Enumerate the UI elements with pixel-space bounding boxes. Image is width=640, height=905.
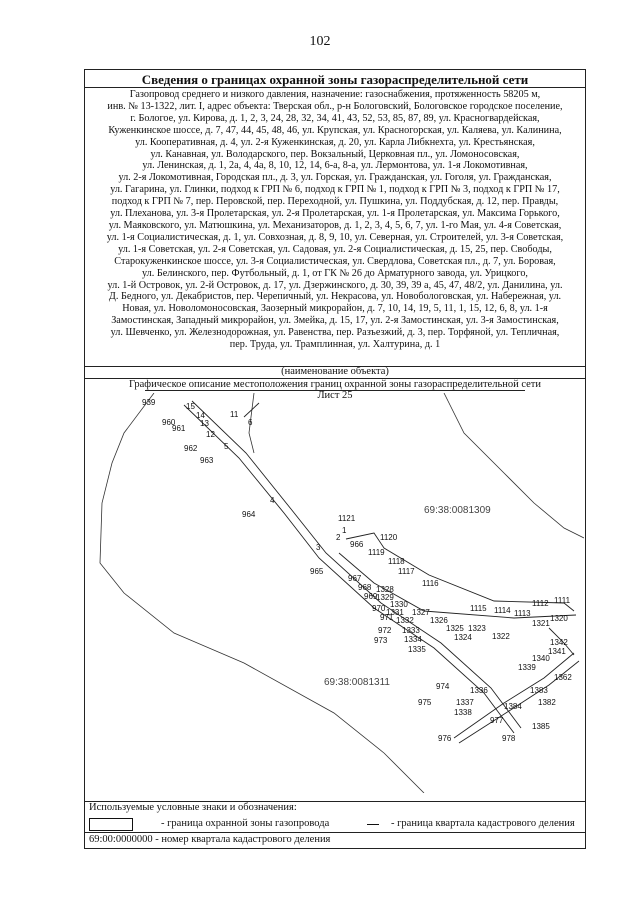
point-label: 13 xyxy=(200,419,209,428)
point-label: 961 xyxy=(172,424,186,433)
object-description xyxy=(89,89,581,351)
point-label: 964 xyxy=(242,510,256,519)
description-line: Д. Бедного, ул. Декабристов, пер. Черепичный, ул. Некрасова, ул. Новобологовская, ул. Набережная, ул. xyxy=(108,291,562,303)
point-label: 1324 xyxy=(454,633,472,642)
point-label: 963 xyxy=(200,456,214,465)
point-label: 969 xyxy=(364,592,378,601)
point-label: 1325 xyxy=(446,624,464,633)
point-label: 1330 xyxy=(390,600,408,609)
legend-quarter-text: - граница квартала кадастрового деления xyxy=(391,818,575,829)
point-label: 970 xyxy=(372,604,386,613)
point-label: 1120 xyxy=(380,533,398,542)
description-line: ул. Маяковского, ул. Матюшкина, ул. Механизаторов, д. 1, 2, 3, 4, 5, 6, 7, ул. 1-го Мая, ул. 4-я Советская, xyxy=(108,219,562,231)
description-line: подход к ГРП № 7, пер. Перовской, пер. Переходной, ул. Пушкина, ул. Поддубская, д. 12, пер. Правды, xyxy=(111,196,559,208)
point-label: 1335 xyxy=(408,645,426,654)
cadastral-quarter-label: 69:38:0081309 xyxy=(424,505,491,516)
cadastral-quarter-label: 69:38:0081311 xyxy=(324,677,390,688)
description-line: пер. Труда, ул. Трамплинная, ул. Халтурина, д. 1 xyxy=(229,339,441,351)
divider xyxy=(85,832,585,833)
point-label: 1113 xyxy=(514,609,531,618)
point-label: 1326 xyxy=(430,616,448,625)
description-line: ул. 1-й Островок, ул. 2-й Островок, д. 17, ул. Дзержинского, д. 30, 39, 39 а, 45, 47, 48/2, ул. Данилина, ул. xyxy=(107,279,563,291)
description-line: ул. Белинского, пер. Футбольный, д. 1, от ГК № 26 до Арматурного завода, ул. Урицкого, xyxy=(142,267,528,279)
point-label: 976 xyxy=(438,734,452,743)
cadastral-map xyxy=(84,393,584,793)
description-line: ул. Гагарина, ул. Глинки, подход к ГРП № 6, подход к ГРП № 1, подход к ГРП № 3, подход к ГРП № 17, xyxy=(110,184,560,196)
point-label: 973 xyxy=(374,636,388,645)
description-line: ул. 1-я Социалистическая, д. 1, ул. Совхозная, д. 8, 9, 10, ул. Северная, ул. Строителей, ул. 3-я Советская, xyxy=(106,231,564,243)
description-line: г. Бологое, ул. Кирова, д. 1, 2, 3, 24, 28, 32, 34, 41, 43, 52, 53, 85, 87, 89, ул. Красногвардейская, xyxy=(130,112,540,124)
graphic-title: Графическое описание местоположения границ охранной зоны газораспределительной сети xyxy=(128,379,542,390)
point-label: 1339 xyxy=(518,663,536,672)
point-label: 1116 xyxy=(422,579,439,588)
description-line: Новая, ул. Новоломоносовская, Заозерный микрорайон, д. 7, 10, 14, 19, 5, 11, 1, 15, 12, 6, 8, ул. 1-я xyxy=(122,303,548,315)
point-label: 4 xyxy=(270,496,275,505)
point-label: 971 xyxy=(380,613,394,622)
point-label: 1332 xyxy=(396,616,414,625)
point-label: 1333 xyxy=(402,626,420,635)
description-line: инв. № 13-1322, лит. I, адрес объекта: Тверская обл., р-н Бологовский, Бологовское городское поселение, xyxy=(107,100,563,112)
point-label: 1334 xyxy=(404,635,422,644)
point-label: 1121 xyxy=(338,514,356,523)
point-label: 1382 xyxy=(538,698,556,707)
description-line: ул. Ленинская, д. 1, 2а, 4, 4а, 8, 10, 12, 14, 6-а, 8-а, ул. Лермонтова, ул. 1-я Локомотивная, xyxy=(142,160,528,172)
legend-zone-symbol xyxy=(89,818,133,831)
point-label: 1117 xyxy=(398,567,415,576)
point-label: 2 xyxy=(336,533,341,542)
description-line: ул. 2-я Локомотивная, Городская пл., д. 3, ул. Горская, ул. Гражданская, ул. Гоголя, ул. Гражданская, xyxy=(118,172,552,184)
legend-title: Используемые условные знаки и обозначения: xyxy=(89,802,297,813)
section-title: Сведения о границах охранной зоны газораспределительной сети xyxy=(141,72,529,87)
point-label: 1111 xyxy=(554,596,571,605)
legend-zone-text: - граница охранной зоны газопровода xyxy=(161,818,330,829)
point-label: 1112 xyxy=(532,599,549,608)
description-line: Замостинская, Западный микрорайон, ул. Змейка, д. 15, 17, ул. 2-я Замостинская, ул. 3-я Замостинская, xyxy=(111,315,559,327)
point-label: 12 xyxy=(206,430,215,439)
point-label: 974 xyxy=(436,682,450,691)
point-label: 1 xyxy=(342,526,347,535)
point-label: 977 xyxy=(490,716,504,725)
legend-number-sample: 69:00:0000000 xyxy=(89,834,153,845)
point-label: 5 xyxy=(224,442,229,451)
page-number: 102 xyxy=(309,34,331,49)
point-label: 6 xyxy=(248,418,253,427)
divider xyxy=(85,87,585,88)
description-line: ул. Кооперативная, д. 4, ул. 2-я Куженкинская, д. 20, ул. Карла Либкнехта, ул. Крестьянская, xyxy=(135,136,535,148)
point-label: 1114 xyxy=(494,606,511,615)
pipeline-zone-boundary xyxy=(454,653,574,738)
point-label: 1119 xyxy=(368,548,385,557)
point-label: 1321 xyxy=(532,619,550,628)
point-label: 3 xyxy=(316,543,321,552)
point-label: 1320 xyxy=(550,614,568,623)
point-label: 939 xyxy=(142,398,156,407)
point-label: 1336 xyxy=(470,686,488,695)
point-label: 1328 xyxy=(376,585,394,594)
point-label: 978 xyxy=(502,734,516,743)
description-line: ул. Канавная, ул. Володарского, пер. Вокзальный, Церковная пл., ул. Ломоносовская, xyxy=(150,148,520,160)
point-label: 1385 xyxy=(532,722,550,731)
point-label: 1322 xyxy=(492,632,510,641)
point-label: 1338 xyxy=(454,708,472,717)
description-line: Куженкинское шоссе, д. 7, 47, 44, 45, 48, 46, ул. Крупская, ул. Красногорская, ул. Каляева, ул. Калинина, xyxy=(108,124,562,136)
description-line: ул. Шевченко, ул. Железнодорожная, ул. Равенства, пер. Разъезжий, д. 3, пер. Торфяной, ул. Тепличная, xyxy=(110,327,560,339)
point-label: 1341 xyxy=(548,647,566,656)
point-label: 14 xyxy=(196,411,205,420)
legend-quarter-symbol xyxy=(367,824,379,825)
description-line: Старокуженкинское шоссе, ул. 3-я Социалистическая, ул. Свердлова, Советская пл., д. 7, ул. Боровая, xyxy=(114,255,556,267)
point-label: 1384 xyxy=(504,702,522,711)
description-line: ул. 1-я Советская, ул. 2-я Советская, ул. Садовая, ул. 2-я Социалистическая, д. 15, 25, пер. Свободы, xyxy=(118,243,552,255)
quarter-boundary-line xyxy=(444,393,584,538)
point-label: 1118 xyxy=(388,557,405,566)
point-label: 968 xyxy=(358,583,372,592)
point-label: 965 xyxy=(310,567,324,576)
point-label: 1342 xyxy=(550,638,568,647)
point-label: 1383 xyxy=(530,686,548,695)
point-label: 975 xyxy=(418,698,432,707)
point-label: 1329 xyxy=(376,593,394,602)
point-label: 967 xyxy=(348,574,362,583)
point-label: 1340 xyxy=(532,654,550,663)
legend-number-desc: - номер квартала кадастрового деления xyxy=(155,834,331,845)
point-label: 966 xyxy=(350,540,364,549)
sheet-label: Лист 25 xyxy=(317,390,353,401)
point-label: 960 xyxy=(162,418,176,427)
point-label: 1331 xyxy=(386,608,404,617)
legend-number-text xyxy=(89,834,330,845)
description-line: ул. Плеханова, ул. 3-я Пролетарская, ул. 2-я Пролетарская, ул. 1-я Пролетарская, ул. Максима Горького, xyxy=(110,208,560,220)
point-label: 1327 xyxy=(412,608,430,617)
description-line: Газопровод среднего и низкого давления, назначение: газоснабжения, протяженность 58205 м, xyxy=(129,89,541,100)
point-label: 15 xyxy=(186,402,195,411)
point-label: 1323 xyxy=(468,624,486,633)
point-label: 1362 xyxy=(554,673,572,682)
point-label: 1115 xyxy=(470,604,487,613)
point-label: 972 xyxy=(378,626,392,635)
point-label: 962 xyxy=(184,444,198,453)
point-label: 1337 xyxy=(456,698,474,707)
name-caption: (наименование объекта) xyxy=(281,366,389,377)
point-label: 11 xyxy=(230,410,239,419)
